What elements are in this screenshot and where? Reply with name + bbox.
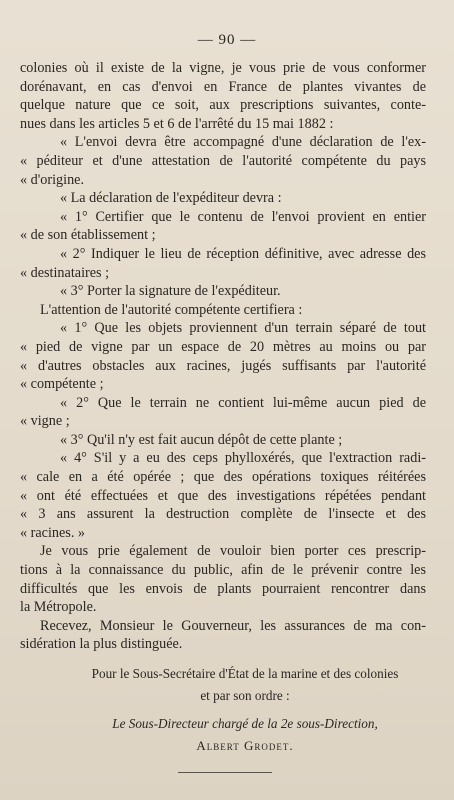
text-line: « 1° Certifier que le contenu de l'envoi provient en entier bbox=[60, 208, 426, 225]
signature-line-1: Pour le Sous-Secrétaire d'État de la marine et des colonies bbox=[91, 666, 399, 681]
text-line: « cale en a été opérée ; que des opérations toxiques réitérées bbox=[20, 469, 426, 486]
text-line: « de son établissement ; bbox=[20, 227, 156, 244]
text-line: « La déclaration de l'expéditeur devra : bbox=[60, 190, 282, 207]
signature-line-2: et par son ordre : bbox=[200, 688, 290, 703]
text-line: difficultés que les envois de plants pourraient rencontrer dans bbox=[20, 580, 426, 597]
text-line: « 3° Porter la signature de l'expéditeur. bbox=[60, 283, 281, 300]
text-line: colonies où il existe de la vigne, je vous prie de vous conformer bbox=[20, 60, 426, 76]
text-line: quelque nature que ce soit, aux prescriptions suivantes, conte- bbox=[20, 97, 426, 114]
text-line: « ont été effectuées et que des investigations répétées pendant bbox=[20, 487, 426, 504]
text-line: « vigne ; bbox=[20, 413, 70, 430]
text-line: « d'autres obstacles aux racines, jugés suffisants par l'autorité bbox=[20, 357, 426, 374]
text-line: « 3 ans assurent la destruction complète de l'insecte et des bbox=[20, 506, 426, 523]
text-line: « compétente ; bbox=[20, 376, 104, 393]
page-number: — 90 — bbox=[197, 32, 257, 48]
text-line: « 3° Qu'il n'y est fait aucun dépôt de cette plante ; bbox=[60, 431, 343, 448]
text-line: nues dans les articles 5 et 6 de l'arrêté du 15 mai 1882 : bbox=[20, 115, 334, 132]
text-line: « 4° S'il y a eu des ceps phylloxérés, que l'extraction radi- bbox=[60, 450, 426, 467]
text-line: Recevez, Monsieur le Gouverneur, les assurances de ma con- bbox=[40, 617, 426, 634]
text-line: la Métropole. bbox=[20, 599, 97, 616]
text-line: dorénavant, en cas d'envoi en France de plantes vivantes de bbox=[20, 78, 426, 95]
text-line: tions à la connaissance du public, afin de le prévenir contre les bbox=[20, 562, 426, 579]
text-line: « pied de vigne par un espace de 20 mètres au moins ou par bbox=[20, 338, 426, 355]
text-line: « 1° Que les objets proviennent d'un terrain séparé de tout bbox=[60, 320, 426, 337]
text-line: « 2° Indiquer le lieu de réception définitive, avec adresse des bbox=[60, 245, 426, 262]
text-line: « L'envoi devra être accompagné d'une déclaration de l'ex- bbox=[60, 134, 426, 151]
signature-name: Albert Grodet. bbox=[196, 738, 294, 753]
text-line: « péditeur et d'une attestation de l'autorité compétente du pays bbox=[20, 152, 426, 169]
text-line: « 2° Que le terrain ne contient lui-même aucun pied de bbox=[60, 394, 426, 411]
signature-title: Le Sous-Directeur chargé de la 2e sous-Direction, bbox=[112, 716, 378, 731]
text-line: « racines. » bbox=[20, 524, 86, 541]
text-line: Je vous prie également de vouloir bien porter ces prescrip- bbox=[40, 543, 426, 560]
text-line: « d'origine. bbox=[20, 171, 85, 188]
letter-body bbox=[20, 59, 426, 654]
footer-rule bbox=[178, 772, 272, 773]
text-line: L'attention de l'autorité compétente certifiera : bbox=[40, 301, 303, 318]
text-line: sidération la plus distinguée. bbox=[20, 636, 183, 653]
text-line: « destinataires ; bbox=[20, 264, 110, 281]
